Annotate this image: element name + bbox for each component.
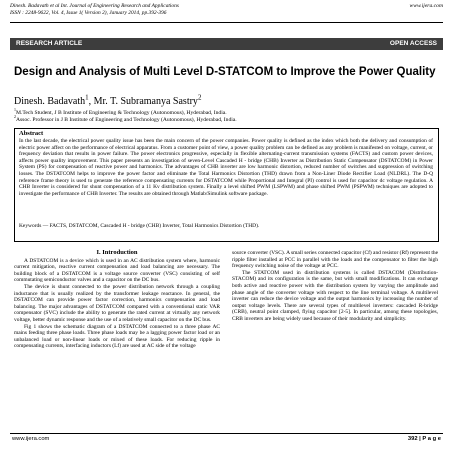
- abstract-text: In the last decade, the electrical power quality issue has been the main concern of the power companies. Power quality is defined as the index which both the delivery and consumption of electric power affect on the performance of electrical apparatus. From a customer point of view, a power quality problem can be defined as any problem is manifested on voltage, current, or frequency deviation that results in power failure. The power electronics progressive, especially in flexible alternating-current transmission systems (FACTS) and custom power devices, affects power quality improvement. This paper presents an investigation of seven-Level Cascaded H - bridge (CHB) Inverter as Distribution Static Compensator (DSTATCOM) in Power System (PS) for compensation of reactive power and harmonics. The advantages of CHB inverter are low harmonic distortion, reduced number of switches and suppression of switching losses. The DSTATCOM helps to improve the power factor and eliminate the Total Harmonics Distortion (THD) drawn from a Non-Liner Diode Rectifier Load (NLDRL). The D-Q reference frame theory is used to generate the reference compensating currents for DSTATCOM while Proportional and Integral (PI) control is used for capacitor dc voltage regulation. A CHB Inverter is considered for shunt compensation of a 11 Kv distribution system. Finally a level shifted PWM (LSPWM) and phase shifted PWM (PSPWM) techniques are adopted to investigate the performance of CHB Inverter. The results are obtained through Matlab/Simulink software package.: [19, 138, 433, 197]
- right-paragraph-2: The STATCOM used in distribution systems is called DSTACOM (Distribution-STACOM) and its configuration is the same, but with small modifications. It can exchange both active and reactive power with the distribution system by varying the amplitude and phase angle of the converter voltage with respect to the line terminal voltage. A multilevel inverter can reduce the device voltage and the output harmonics by increasing the number of output voltage levels. There are several types of multilevel inverters: cascaded R-bridge (CRB), neutral point clamped, flying capacitor [2-5]. In particular, among these topologies, CRB inverters are being widely used because of their modularity and simplicity.: [232, 269, 438, 322]
- journal-url[interactable]: www.ijera.com: [409, 3, 443, 9]
- journal-citation-line: Dinesh. Badavath et al Int. Journal of Engineering Research and Applications: [10, 3, 179, 9]
- intro-paragraph-2: The device is shunt connected to the power distribution network through a coupling inductance that is usually realized by the transformer leakage reactance. In general, the DSTATCOM can provide power factor correction, harmonics compensation and load balancing. The major advantages of DSTATCOM compared with a conventional static VAR compensator (SVC) include the ability to generate the rated current at virtually any network voltage, better dynamic response and the use of a relatively small capacitor on the DC bus.: [14, 283, 220, 323]
- abstract-box: [14, 128, 439, 242]
- page-number: 392 | P a g e: [407, 436, 441, 442]
- affiliation-1: $^1$M.Tech Student, J B Institute of Engineering & Technology (Autonomous), Hyderabad, India.: [14, 108, 227, 116]
- author-first-affil-mark: 1: [85, 93, 89, 102]
- intro-paragraph-1: A DSTATCOM is a device which is used in an AC distribution system where, harmonic current mitigation, reactive current compensation and load balancing are necessary. The building block of a DSTATCOM is a voltage source converter (VSC) consisting of self commutating semiconductor valves and a capacitor on the DC bus.: [14, 257, 220, 284]
- right-paragraph-1: source converter (VSC). A small series connected capacitor (Cf) and resistor (Rf) represent the ripple filter installed at PCC in parallel with the loads and the compensator to filter the high frequency switching noise of the voltage at PCC.: [232, 250, 438, 270]
- footer-divider: [10, 433, 443, 434]
- keywords: Keywords — FACTS, DSTATCOM, Cascaded H - bridge (CHB) Inverter, Total Harmonics Distortion (THD).: [19, 223, 260, 229]
- affiliations: [14, 110, 444, 124]
- journal-issn-line: ISSN : 2248-9622, Vol. 4, Issue 1( Version 2), January 2014, pp.392-396: [10, 10, 167, 16]
- open-access-label: OPEN ACCESS: [389, 40, 437, 47]
- article-type-bar: [10, 38, 443, 50]
- right-column: [232, 250, 438, 323]
- affiliation-2: $^2$Assoc. Professor in J B Institute of Engineering and Technology (Autonomous), Hyderabad, India.: [14, 115, 237, 123]
- author-first: Dinesh. Badavath: [14, 96, 86, 107]
- footer-url[interactable]: www.ijera.com: [12, 436, 50, 442]
- left-column: [14, 250, 220, 350]
- journal-header: [10, 3, 350, 17]
- article-type-label: RESEARCH ARTICLE: [16, 40, 83, 47]
- header-divider: [10, 22, 443, 23]
- paper-title: Design and Analysis of Multi Level D-STATCOM to Improve the Power Quality: [14, 66, 436, 78]
- author-second: , Mr. T. Subramanya Sastry: [88, 96, 198, 107]
- intro-paragraph-3: Fig 1 shows the schematic diagram of a DSTATCOM connected to a three phase AC mains feeding three phase loads. Three phase loads may be a lagging power factor load or an unbalanced load or non-linear loads or mixed of these loads. For reducing ripple in compensating currents, interfacing inductors (Lf) are used at AC side of the voltage: [14, 323, 220, 350]
- section-heading-introduction: I. Introduction: [96, 249, 138, 256]
- abstract-heading: Abstract: [19, 130, 44, 137]
- paper-authors: [14, 93, 444, 108]
- author-second-affil-mark: 2: [197, 93, 202, 102]
